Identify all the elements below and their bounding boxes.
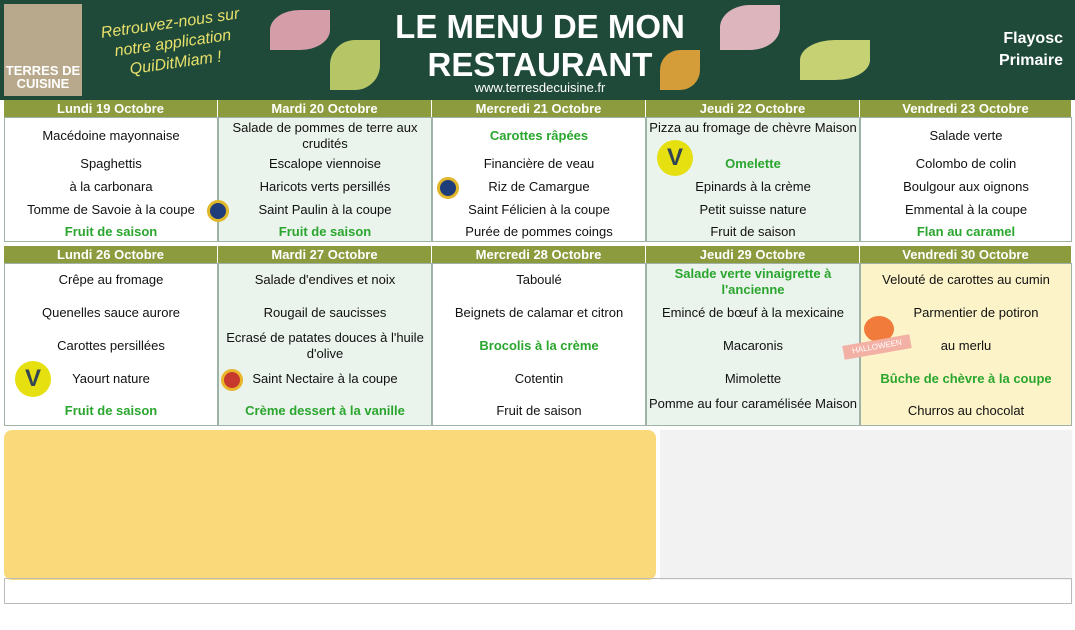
menu-item: Beignets de calamar et citron <box>454 305 624 320</box>
decorative-leaf <box>800 40 870 80</box>
menu-item: Haricots verts persillés <box>259 179 391 194</box>
menu-item: Purée de pommes coings <box>465 224 613 239</box>
menu-item: à la carbonara <box>69 179 153 194</box>
menu-item: Financière de veau <box>483 156 595 171</box>
menu-item: Fruit de saison <box>64 403 158 418</box>
menu-item: Salade d'endives et noix <box>254 272 396 287</box>
week1-grid <box>4 100 1072 242</box>
day-column <box>4 117 218 242</box>
menu-item: Brocolis à la crème <box>479 338 599 353</box>
monthly-news-box <box>660 430 1072 580</box>
week2-grid <box>4 246 1072 426</box>
menu-item: Colombo de colin <box>915 156 1017 171</box>
menu-item: Parmentier de potiron <box>913 305 1039 320</box>
supply-info-box <box>4 430 656 580</box>
menu-item: Churros au chocolat <box>907 403 1025 418</box>
menu-item: Fruit de saison <box>278 224 372 239</box>
school-level: Primaire <box>998 52 1063 69</box>
menu-item: Escalope viennoise <box>268 156 382 171</box>
day-header: Lundi 26 Octobre <box>4 246 218 263</box>
menu-item: Crêpe au fromage <box>58 272 164 287</box>
day-column <box>432 117 646 242</box>
menu-item: Spaghettis <box>80 156 142 171</box>
igp-label-icon <box>207 200 229 222</box>
page-title: LE MENU DE MON RESTAURANT <box>395 8 685 83</box>
day-header: Mardi 20 Octobre <box>218 100 432 117</box>
menu-item: Velouté de carottes au cumin <box>882 272 1050 287</box>
menu-item: Taboulé <box>516 272 562 287</box>
menu-item: Carottes râpées <box>489 128 589 143</box>
menu-item: Salade verte <box>929 128 1003 143</box>
day-header: Vendredi 23 Octobre <box>860 100 1072 117</box>
menu-item: Bûche de chèvre à la coupe <box>880 371 1052 386</box>
day-header: Jeudi 29 Octobre <box>646 246 860 263</box>
halloween-badge: HALLOWEEN <box>842 334 911 360</box>
day-column <box>851 263 1072 426</box>
day-column <box>860 117 1072 242</box>
menu-item: Pizza au fromage de chèvre Maison <box>649 120 857 135</box>
menu-item: Emmental à la coupe <box>904 202 1028 217</box>
menu-item: Riz de Camargue <box>488 179 590 194</box>
menu-item: Pomme au four caramélisée Maison <box>648 396 858 411</box>
igp-label-icon <box>437 177 459 199</box>
school-name <box>999 28 1063 72</box>
day-header: Jeudi 22 Octobre <box>646 100 860 117</box>
menu-item: Saint Félicien à la coupe <box>468 202 610 217</box>
menu-item: Omelette <box>725 156 781 171</box>
menu-item: Salade de pommes de terre aux crudités <box>232 120 418 151</box>
decorative-leaf <box>270 10 330 50</box>
menu-item: Boulgour aux oignons <box>903 179 1029 194</box>
menu-item: Rougail de saucisses <box>263 305 387 320</box>
day-column <box>218 117 432 242</box>
location-name: Flayosc <box>1003 30 1063 47</box>
day-column <box>4 263 218 426</box>
menu-item: Ecrasé de patates douces à l'huile d'olive <box>226 330 424 361</box>
menu-item: Epinards à la crème <box>695 179 811 194</box>
menu-item: Carottes persillées <box>57 338 165 353</box>
menu-item: Fruit de saison <box>710 224 796 239</box>
day-header: Mercredi 21 Octobre <box>432 100 646 117</box>
menu-item: au merlu <box>940 338 992 353</box>
menu-item: Mimolette <box>724 371 782 386</box>
decorative-leaf <box>720 5 780 50</box>
day-column <box>646 117 860 242</box>
menu-item: Quenelles sauce aurore <box>41 305 181 320</box>
aop-label-icon <box>221 369 243 391</box>
day-header: Vendredi 30 Octobre <box>860 246 1072 263</box>
menu-item: Saint Paulin à la coupe <box>258 202 392 217</box>
menu-item: Crème dessert à la vanille <box>245 403 405 418</box>
day-column <box>218 263 432 426</box>
menu-item: Fruit de saison <box>64 224 158 239</box>
day-header: Lundi 19 Octobre <box>4 100 218 117</box>
vegetarian-badge: V <box>15 361 51 397</box>
day-column <box>432 263 646 426</box>
day-header: Mercredi 28 Octobre <box>432 246 646 263</box>
menu-item: Petit suisse nature <box>699 202 807 217</box>
menu-item: Emincé de bœuf à la mexicaine <box>661 305 845 320</box>
menu-item: Flan au caramel <box>916 224 1016 239</box>
vegetarian-badge: V <box>657 140 693 176</box>
day-header: Mardi 27 Octobre <box>218 246 432 263</box>
menu-item: Yaourt nature <box>72 371 150 386</box>
decorative-leaf <box>330 40 380 90</box>
menu-item: Saint Nectaire à la coupe <box>252 371 398 386</box>
app-promo-text: Retrouvez-nous sur notre application QuiDitMiam ! <box>99 5 241 79</box>
website-link[interactable]: www.terresdecuisine.fr <box>474 80 606 95</box>
terres-de-cuisine-logo <box>4 4 82 96</box>
menu-item: Fruit de saison <box>496 403 582 418</box>
logo-text: TERRES DE CUISINE <box>5 63 81 91</box>
header-banner <box>0 0 1075 100</box>
legend-bar <box>4 578 1072 604</box>
menu-item: Macaronis <box>723 338 783 353</box>
menu-item: Cotentin <box>514 371 564 386</box>
menu-item: Salade verte vinaigrette à l'ancienne <box>674 266 832 297</box>
menu-item: Tomme de Savoie à la coupe <box>27 202 195 217</box>
menu-item: Macédoine mayonnaise <box>42 128 180 143</box>
day-column <box>646 263 860 426</box>
